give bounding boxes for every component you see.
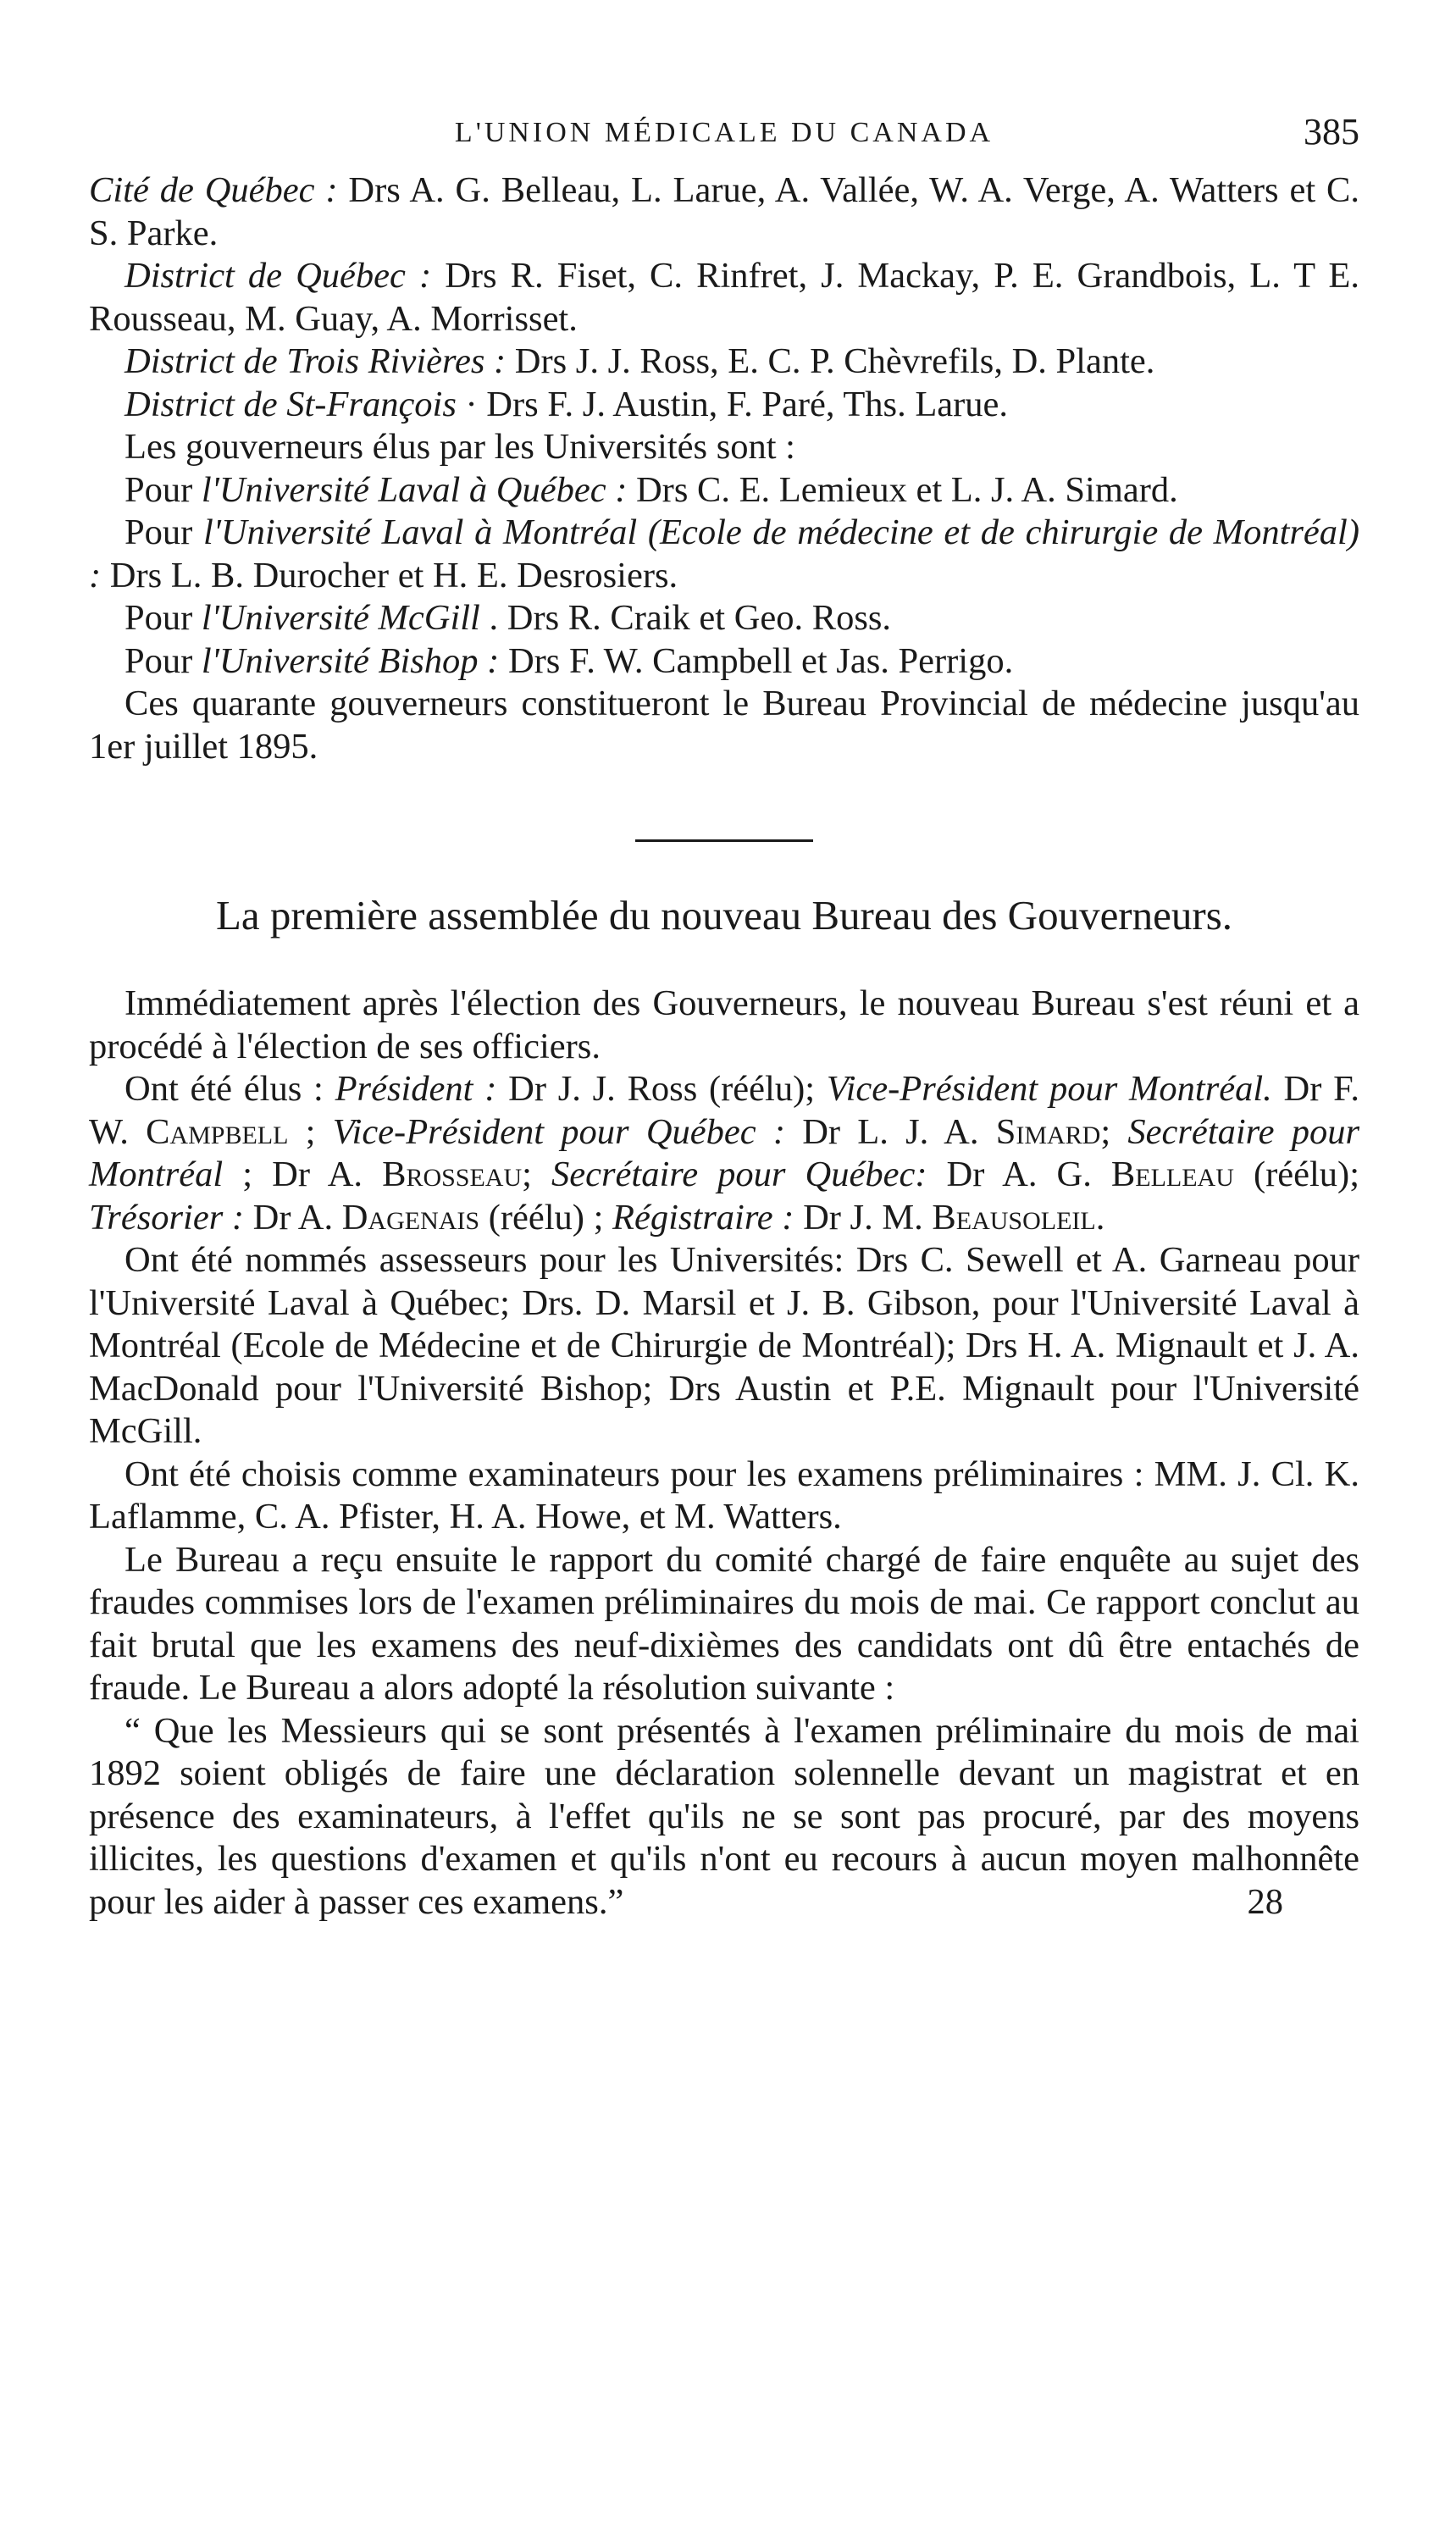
governors-closing: Ces quarante gouverneurs constitueront le Bureau Provincial de médecine jusqu'au 1er juillet 1895.: [89, 684, 1359, 767]
signature-mark: 28: [1247, 1881, 1283, 1922]
running-head: [89, 102, 1359, 169]
section-title: La première assemblée du nouveau Bureau des Gouverneurs.: [215, 892, 1233, 939]
page-number: 385: [1304, 111, 1359, 152]
governors-mcgill: Pour l'Université McGill . Drs R. Craik et Geo. Ross.: [125, 598, 892, 638]
governors-laval-quebec: Pour l'Université Laval à Québec : Drs C. E. Lemieux et L. J. A. Simard.: [125, 469, 1178, 510]
article-body: [89, 169, 1359, 1924]
section-divider: [635, 839, 813, 842]
governors-quebec-city: Cité de Québec : Drs A. G. Belleau, L. Larue, A. Vallée, W. A. Verge, A. Watters et C. S. Parke.: [89, 170, 1359, 253]
page: [89, 102, 1359, 1924]
paragraph-fraud-report: Le Bureau a reçu ensuite le rapport du comité chargé de faire enquête au sujet des fraudes commises lors de l'examen préliminaires du mois de mai. Ce rapport conclut au fait brutal que les examens des neuf-dixièmes des candidats ont dû être entachés de fraude. Le Bureau a alors adopté la résolution suivante :: [89, 1539, 1359, 1708]
governors-quebec-district: District de Québec : Drs R. Fiset, C. Rinfret, J. Mackay, P. E. Grandbois, L. T E. Rousseau, M. Guay, A. Morrisset.: [89, 256, 1359, 339]
paragraph-election: Immédiatement après l'élection des Gouverneurs, le nouveau Bureau s'est réuni et a procédé à l'élection de ses officiers.: [89, 983, 1359, 1066]
governors-trois-rivieres: District de Trois Rivières : Drs J. J. Ross, E. C. P. Chèvrefils, D. Plante.: [125, 341, 1155, 381]
journal-title: L'UNION MÉDICALE DU CANADA: [454, 117, 994, 148]
paragraph-examiners: Ont été choisis comme examinateurs pour les examens préliminaires : MM. J. Cl. K. Laflamme, C. A. Pfister, H. A. Howe, et M. Watters.: [89, 1453, 1359, 1537]
governors-st-francois: District de St-François · Drs F. J. Austin, F. Paré, Ths. Larue.: [125, 384, 1009, 424]
resolution-block: [89, 1710, 1359, 1924]
governors-bishop: Pour l'Université Bishop : Drs F. W. Campbell et Jas. Perrigo.: [125, 640, 1014, 681]
paragraph-resolution: “ Que les Messieurs qui se sont présentés à l'examen préliminaire du mois de mai 1892 soient obligés de faire une déclaration solennelle devant un magistrat et en présence des examinateurs, à l'effet qu'ils ne se sont pas procuré, par des moyens illicites, les questions d'examen et qu'ils n'ont eu recours à aucun moyen malhonnête pour les aider à passer ces examens.”: [89, 1710, 1359, 1922]
paragraph-assessors: Ont été nommés assesseurs pour les Universités: Drs C. Sewell et A. Garneau pour l'Université Laval à Québec; Drs. D. Marsil et J. B. Gibson, pour l'Université Laval à Montréal (Ecole de Médecine et de Chirurgie de Montréal); Drs H. A. Mignault et J. A. MacDonald pour l'Université Bishop; Drs Austin et P.E. Mignault pour l'Université McGill.: [89, 1240, 1359, 1451]
universities-intro: Les gouverneurs élus par les Universités sont :: [125, 427, 795, 467]
paragraph-officers: Ont été élus : Président : Dr J. J. Ross (réélu); Vice-Président pour Montréal. Dr F. W. Campbell ; Vice-Président pour Québec : Dr L. J. A. Simard; Secrétaire pour Montréal ; Dr A. Brosseau; Secrétaire pour Québec: Dr A. G. Belleau (réélu); Trésorier : Dr A. Dagenais (réélu) ; Régistraire : Dr J. M. Beausoleil.: [89, 1069, 1360, 1238]
governors-laval-montreal: Pour l'Université Laval à Montréal (Ecole de médecine et de chirurgie de Montréal) : Drs L. B. Durocher et H. E. Desrosiers.: [89, 512, 1359, 595]
